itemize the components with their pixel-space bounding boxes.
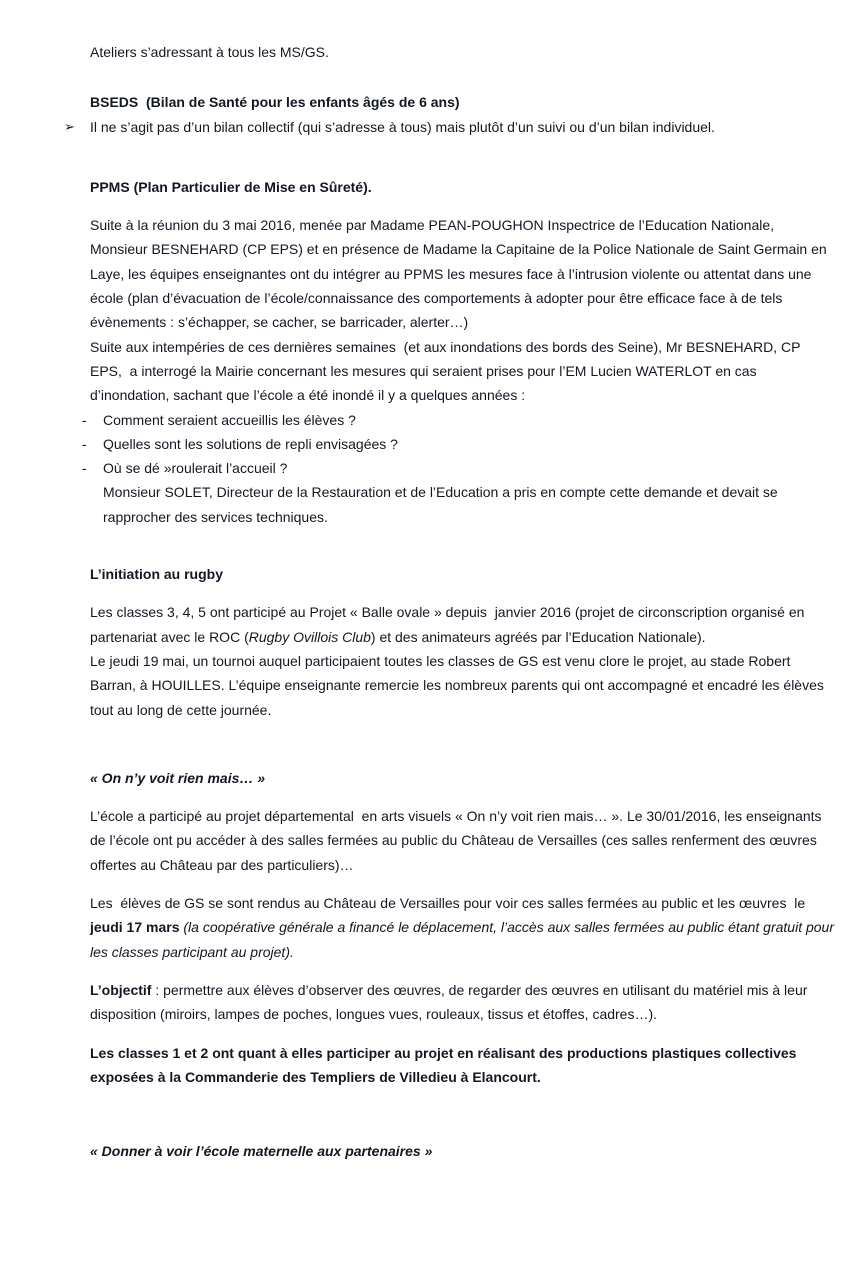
classes-paragraph: Les classes 1 et 2 ont quant à elles participer au projet en réalisant des productions plastiques collectives exposées à la Commanderie des Templiers de Villedieu à Elancourt. <box>90 1044 801 1085</box>
ppms-heading: PPMS (Plan Particulier de Mise en Sûreté). <box>90 178 372 195</box>
ppms-paragraph-1: Suite à la réunion du 3 mai 2016, menée par Madame PEAN-POUGHON Inspectrice de l’Education Nationale, Monsieur BESNEHARD (CP EPS) et en présence de Madame la Capitaine de la Police Nationale de Saint Germain en Laye, les équipes enseignantes ont du intégrer au PPMS les mesures face à l’intrusion violente ou attentat dans une école (plan d’évacuation de l’école/connaissance des comportements à adopter pour être efficace face à de tels évènements : s’échapper, se cacher, se barricader, alerter…) <box>90 217 831 331</box>
arts-heading: « On n’y voit rien mais… » <box>90 769 266 786</box>
rugby-paragraph-1-text-end: ) et des animateurs agréés par l’Education Nationale). <box>370 628 706 645</box>
question-item <box>82 432 834 456</box>
question-item-text: Comment seraient accueillis les élèves ? <box>103 411 356 428</box>
rugby-club-name: Rugby Ovillois Club <box>248 628 371 645</box>
bseds-heading: BSEDS (Bilan de Santé pour les enfants âgés de 6 ans) <box>90 94 460 111</box>
objective-label: L’objectif <box>90 981 152 998</box>
rugby-paragraph-1-text: Les classes 3, 4, 5 ont participé au Projet « Balle ovale » depuis janvier 2016 (projet de circonscription organisé en partenariat avec le ROC ( <box>90 604 809 645</box>
dash-icon: - <box>82 460 87 477</box>
question-item-text: Où se dé »roulerait l’accueil ? <box>103 460 288 477</box>
arrow-list-item <box>64 115 834 139</box>
dash-icon: - <box>82 435 87 452</box>
intro-paragraph: Ateliers s’adressant à tous les MS/GS. <box>90 44 329 60</box>
rugby-paragraph-1 <box>90 600 834 649</box>
ppms-paragraph-2: Suite aux intempéries de ces dernières semaines (et aux inondations des bords des Seine), Mr BESNEHARD, CP EPS, a interrogé la Mairie concernant les mesures qui seraient prises pour l’EM Lucien WATERLOT en cas d’inondation, sachant que l’école a été inondé il y a quelques années : <box>90 338 805 404</box>
objective-text: : permettre aux élèves d’observer des œuvres, de regarder des œuvres en utilisant du matériel mis à leur disposition (miroirs, lampes de poches, longues vues, rouleaux, tissus et étoffes, cadres…). <box>90 981 812 1023</box>
followup-paragraph: Monsieur SOLET, Directeur de la Restauration et de l’Education a pris en compte cette demande et devait se rapprocher des services techniques. <box>103 484 782 525</box>
question-list <box>82 408 834 481</box>
arrow-list-item-text: Il ne s’agit pas d’un bilan collectif (qui s’adresse à tous) mais plutôt d’un suivi ou d’un bilan individuel. <box>90 118 715 135</box>
objective-paragraph <box>90 978 834 1027</box>
rugby-heading: L’initiation au rugby <box>90 566 223 583</box>
question-item <box>82 456 834 480</box>
arts-trip-date: jeudi 17 mars <box>90 919 184 936</box>
arrow-bullet-icon: ➢ <box>64 118 75 134</box>
question-item <box>82 408 834 432</box>
rugby-paragraph-2: Le jeudi 19 mai, un tournoi auquel participaient toutes les classes de GS est venu clore le projet, au stade Robert Barran, à HOUILLES. L’équipe enseignante remercie les nombreux parents qui ont accompagné et encadré les élèves tout au long de cette journée. <box>90 652 828 718</box>
arts-trip-text: Les élèves de GS se sont rendus au Château de Versailles pour voir ces salles fermées au public et les œuvres le <box>90 895 810 912</box>
arts-trip-paragraph <box>90 891 838 964</box>
question-item-text: Quelles sont les solutions de repli envisagées ? <box>103 435 398 452</box>
arts-trip-note: (la coopérative générale a financé le déplacement, l’accès aux salles fermées au public étant gratuit pour les classes participant au projet). <box>90 919 838 960</box>
arts-paragraph-1: L’école a participé au projet départemental en arts visuels « On n’y voit rien mais… ». Le 30/01/2016, les enseignants de l’école ont pu accéder à des salles fermées au public du Château de Versailles (ces salles renferment des œuvres offertes au Château par des particuliers)… <box>90 808 826 873</box>
dash-icon: - <box>82 411 87 428</box>
partners-heading: « Donner à voir l’école maternelle aux partenaires » <box>90 1143 433 1160</box>
